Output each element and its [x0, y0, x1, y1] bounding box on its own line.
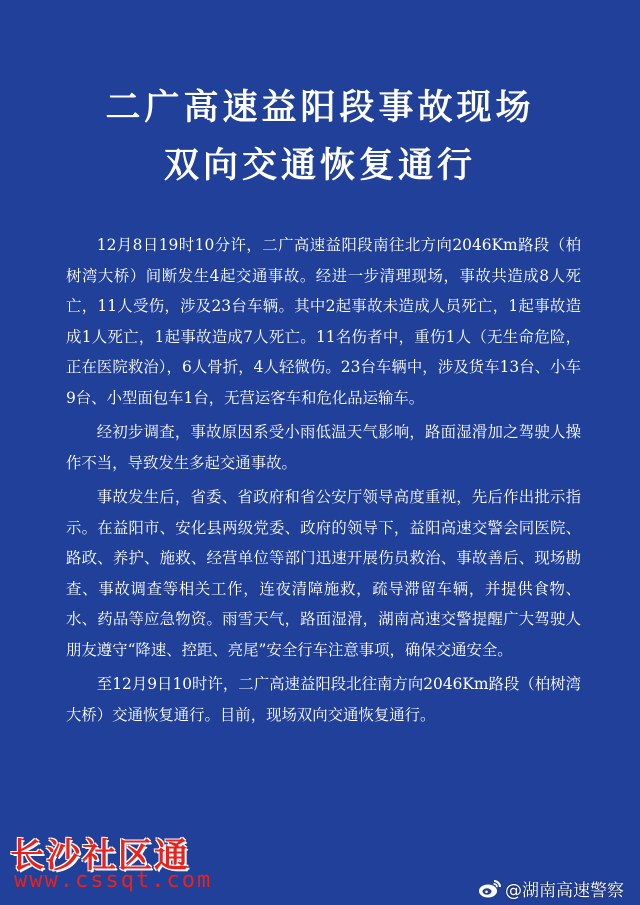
site-logo: 长沙社区通: [10, 836, 190, 876]
weibo-icon: [478, 879, 502, 899]
article-body: [66, 230, 581, 734]
title-line-2: 双向交通恢复通行: [163, 146, 476, 186]
title-line-1: 二广高速益阳段事故现场: [105, 88, 535, 128]
site-url: www.cssqt.com: [14, 868, 213, 893]
paragraph-reopened: 至12月9日10时许，二广高速益阳段北往南方向2046Km路段（柏树湾大桥）交通恢复通行。目前，现场双向交通恢复通行。: [66, 675, 581, 724]
weibo-handle: @湖南高速警察: [505, 881, 624, 901]
paragraph-incident: 12月8日19时10分许，二广高速益阳段南往北方向2046Km路段（柏树湾大桥）间断发生4起交通事故。经进一步清理现场，事故共造成8人死亡，11人受伤，涉及23台车辆。其中2起事故未造成人员死亡，1起事故造成1人死亡，1起事故造成7人死亡。11名伤者中，重伤1人（无生命危险，正在医院救治），6人骨折，4人轻微伤。23台车辆中，涉及货车13台、小车9台、小型面包车1台，无营运客车和危化品运输车。: [66, 236, 581, 407]
weibo-watermark: [478, 876, 624, 901]
paragraph-response: 事故发生后，省委、省政府和省公安厅领导高度重视，先后作出批示指示。在益阳市、安化县两级党委、政府的领导下，益阳高速交警会同医院、路政、养护、施救、经营单位等部门迅速开展伤员救治、事故善后、现场勘查、事故调查等相关工作，连夜清障施救，疏导滞留车辆，并提供食物、水、药品等应急物资。雨雪天气，路面湿滑，湖南高速交警提醒广大驾驶人朋友遵守“降速、控距、亮尾”安全行车注意事项，确保交通安全。: [66, 488, 581, 659]
paragraph-cause: 经初步调查，事故原因系受小雨低温天气影响，路面湿滑加之驾驶人操作不当，导致发生多起交通事故。: [66, 423, 581, 472]
